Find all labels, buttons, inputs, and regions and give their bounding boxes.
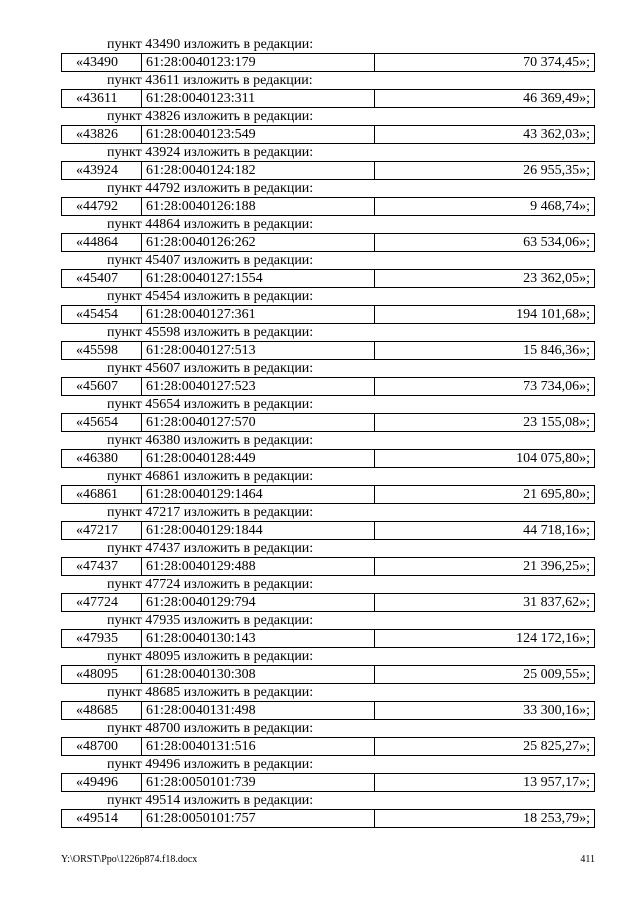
amendment-intro: пункт 45598 изложить в редакции: (107, 325, 314, 340)
amendment-intro: пункт 43924 изложить в редакции: (107, 145, 314, 160)
table-row (61, 89, 595, 108)
amendment-entry (61, 576, 595, 612)
cadastral-number-cell: 61:28:0040127:1554 (142, 270, 375, 287)
amendment-entry (61, 324, 595, 360)
item-number-cell: «46380 (62, 450, 142, 467)
amendment-entry (61, 252, 595, 288)
amendment-intro: пункт 48095 изложить в редакции: (107, 649, 314, 664)
amendment-intro: пункт 47217 изложить в редакции: (107, 505, 314, 520)
cadastral-number-cell: 61:28:0040127:513 (142, 342, 375, 359)
item-number-cell: «47217 (62, 522, 142, 539)
cadastral-number-cell: 61:28:0040131:498 (142, 702, 375, 719)
item-number-cell: «43826 (62, 126, 142, 143)
table-row (61, 773, 595, 792)
table-row (61, 161, 595, 180)
amendment-intro: пункт 45407 изложить в редакции: (107, 253, 314, 268)
amendment-entry (61, 792, 595, 828)
item-number-cell: «47437 (62, 558, 142, 575)
value-cell: 25 825,27»; (523, 739, 590, 754)
amendment-intro: пункт 49496 изложить в редакции: (107, 757, 314, 772)
table-row (61, 413, 595, 432)
item-number-cell: «45654 (62, 414, 142, 431)
amendment-intro: пункт 44792 изложить в редакции: (107, 181, 314, 196)
table-row (61, 737, 595, 756)
amendment-entry (61, 360, 595, 396)
table-row (61, 557, 595, 576)
table-row (61, 53, 595, 72)
value-cell: 194 101,68»; (516, 307, 590, 322)
amendment-intro: пункт 47437 изложить в редакции: (107, 541, 314, 556)
cadastral-number-cell: 61:28:0040126:262 (142, 234, 375, 251)
value-cell: 33 300,16»; (523, 703, 590, 718)
cadastral-number-cell: 61:28:0040127:570 (142, 414, 375, 431)
item-number-cell: «48095 (62, 666, 142, 683)
cadastral-number-cell: 61:28:0040130:143 (142, 630, 375, 647)
amendment-entry (61, 504, 595, 540)
value-cell: 21 396,25»; (523, 559, 590, 574)
amendment-intro: пункт 43826 изложить в редакции: (107, 109, 314, 124)
amendment-entry (61, 36, 595, 72)
cadastral-number-cell: 61:28:0040124:182 (142, 162, 375, 179)
item-number-cell: «49496 (62, 774, 142, 791)
amendment-entry (61, 72, 595, 108)
table-row (61, 125, 595, 144)
amendment-entry (61, 144, 595, 180)
amendment-entry (61, 288, 595, 324)
amendment-intro: пункт 49514 изложить в редакции: (107, 793, 314, 808)
amendment-entry (61, 432, 595, 468)
item-number-cell: «44792 (62, 198, 142, 215)
item-number-cell: «43611 (62, 90, 142, 107)
cadastral-number-cell: 61:28:0040130:308 (142, 666, 375, 683)
item-number-cell: «48700 (62, 738, 142, 755)
amendment-entry (61, 684, 595, 720)
value-cell: 46 369,49»; (523, 91, 590, 106)
amendment-entry (61, 216, 595, 252)
table-row (61, 377, 595, 396)
document-body (61, 36, 595, 828)
amendment-intro: пункт 47935 изложить в редакции: (107, 613, 314, 628)
amendment-intro: пункт 46861 изложить в редакции: (107, 469, 314, 484)
value-cell: 43 362,03»; (523, 127, 590, 142)
cadastral-number-cell: 61:28:0040129:1464 (142, 486, 375, 503)
amendment-intro: пункт 47724 изложить в редакции: (107, 577, 314, 592)
table-row (61, 521, 595, 540)
cadastral-number-cell: 61:28:0040127:523 (142, 378, 375, 395)
cadastral-number-cell: 61:28:0040129:794 (142, 594, 375, 611)
amendment-intro: пункт 45654 изложить в редакции: (107, 397, 314, 412)
table-row (61, 701, 595, 720)
value-cell: 13 957,17»; (523, 775, 590, 790)
cadastral-number-cell: 61:28:0040129:1844 (142, 522, 375, 539)
amendment-intro: пункт 48685 изложить в редакции: (107, 685, 314, 700)
amendment-intro: пункт 45607 изложить в редакции: (107, 361, 314, 376)
value-cell: 15 846,36»; (523, 343, 590, 358)
cadastral-number-cell: 61:28:0050101:757 (142, 810, 375, 827)
amendment-entry (61, 180, 595, 216)
value-cell: 21 695,80»; (523, 487, 590, 502)
value-cell: 18 253,79»; (523, 811, 590, 826)
table-row (61, 305, 595, 324)
table-row (61, 269, 595, 288)
table-row (61, 593, 595, 612)
amendment-entry (61, 756, 595, 792)
table-row (61, 449, 595, 468)
footer-file-path: Y:\ORST\Ppo\1226p874.f18.docx (61, 854, 198, 865)
amendment-entry (61, 396, 595, 432)
table-row (61, 341, 595, 360)
amendment-entry (61, 468, 595, 504)
value-cell: 63 534,06»; (523, 235, 590, 250)
value-cell: 124 172,16»; (516, 631, 590, 646)
table-row (61, 665, 595, 684)
item-number-cell: «44864 (62, 234, 142, 251)
table-row (61, 233, 595, 252)
cadastral-number-cell: 61:28:0040123:549 (142, 126, 375, 143)
amendment-intro: пункт 44864 изложить в редакции: (107, 217, 314, 232)
item-number-cell: «45607 (62, 378, 142, 395)
cadastral-number-cell: 61:28:0040127:361 (142, 306, 375, 323)
cadastral-number-cell: 61:28:0050101:739 (142, 774, 375, 791)
value-cell: 104 075,80»; (516, 451, 590, 466)
item-number-cell: «45598 (62, 342, 142, 359)
value-cell: 70 374,45»; (523, 55, 590, 70)
table-row (61, 197, 595, 216)
cadastral-number-cell: 61:28:0040131:516 (142, 738, 375, 755)
amendment-entry (61, 540, 595, 576)
amendment-intro: пункт 43490 изложить в редакции: (107, 37, 314, 52)
amendment-entry (61, 108, 595, 144)
cadastral-number-cell: 61:28:0040128:449 (142, 450, 375, 467)
table-row (61, 809, 595, 828)
item-number-cell: «45407 (62, 270, 142, 287)
footer-page-number: 411 (580, 854, 595, 865)
cadastral-number-cell: 61:28:0040129:488 (142, 558, 375, 575)
item-number-cell: «47724 (62, 594, 142, 611)
value-cell: 25 009,55»; (523, 667, 590, 682)
item-number-cell: «43490 (62, 54, 142, 71)
amendment-entry (61, 612, 595, 648)
amendment-entry (61, 720, 595, 756)
item-number-cell: «47935 (62, 630, 142, 647)
amendment-intro: пункт 43611 изложить в редакции: (107, 73, 313, 88)
item-number-cell: «48685 (62, 702, 142, 719)
item-number-cell: «43924 (62, 162, 142, 179)
cadastral-number-cell: 61:28:0040123:311 (142, 90, 375, 107)
amendment-intro: пункт 45454 изложить в редакции: (107, 289, 314, 304)
value-cell: 31 837,62»; (523, 595, 590, 610)
item-number-cell: «45454 (62, 306, 142, 323)
amendment-entry (61, 648, 595, 684)
item-number-cell: «46861 (62, 486, 142, 503)
value-cell: 23 362,05»; (523, 271, 590, 286)
value-cell: 26 955,35»; (523, 163, 590, 178)
value-cell: 44 718,16»; (523, 523, 590, 538)
table-row (61, 485, 595, 504)
cadastral-number-cell: 61:28:0040126:188 (142, 198, 375, 215)
value-cell: 73 734,06»; (523, 379, 590, 394)
value-cell: 9 468,74»; (530, 199, 590, 214)
amendment-intro: пункт 46380 изложить в редакции: (107, 433, 314, 448)
table-row (61, 629, 595, 648)
cadastral-number-cell: 61:28:0040123:179 (142, 54, 375, 71)
value-cell: 23 155,08»; (523, 415, 590, 430)
item-number-cell: «49514 (62, 810, 142, 827)
amendment-intro: пункт 48700 изложить в редакции: (107, 721, 314, 736)
